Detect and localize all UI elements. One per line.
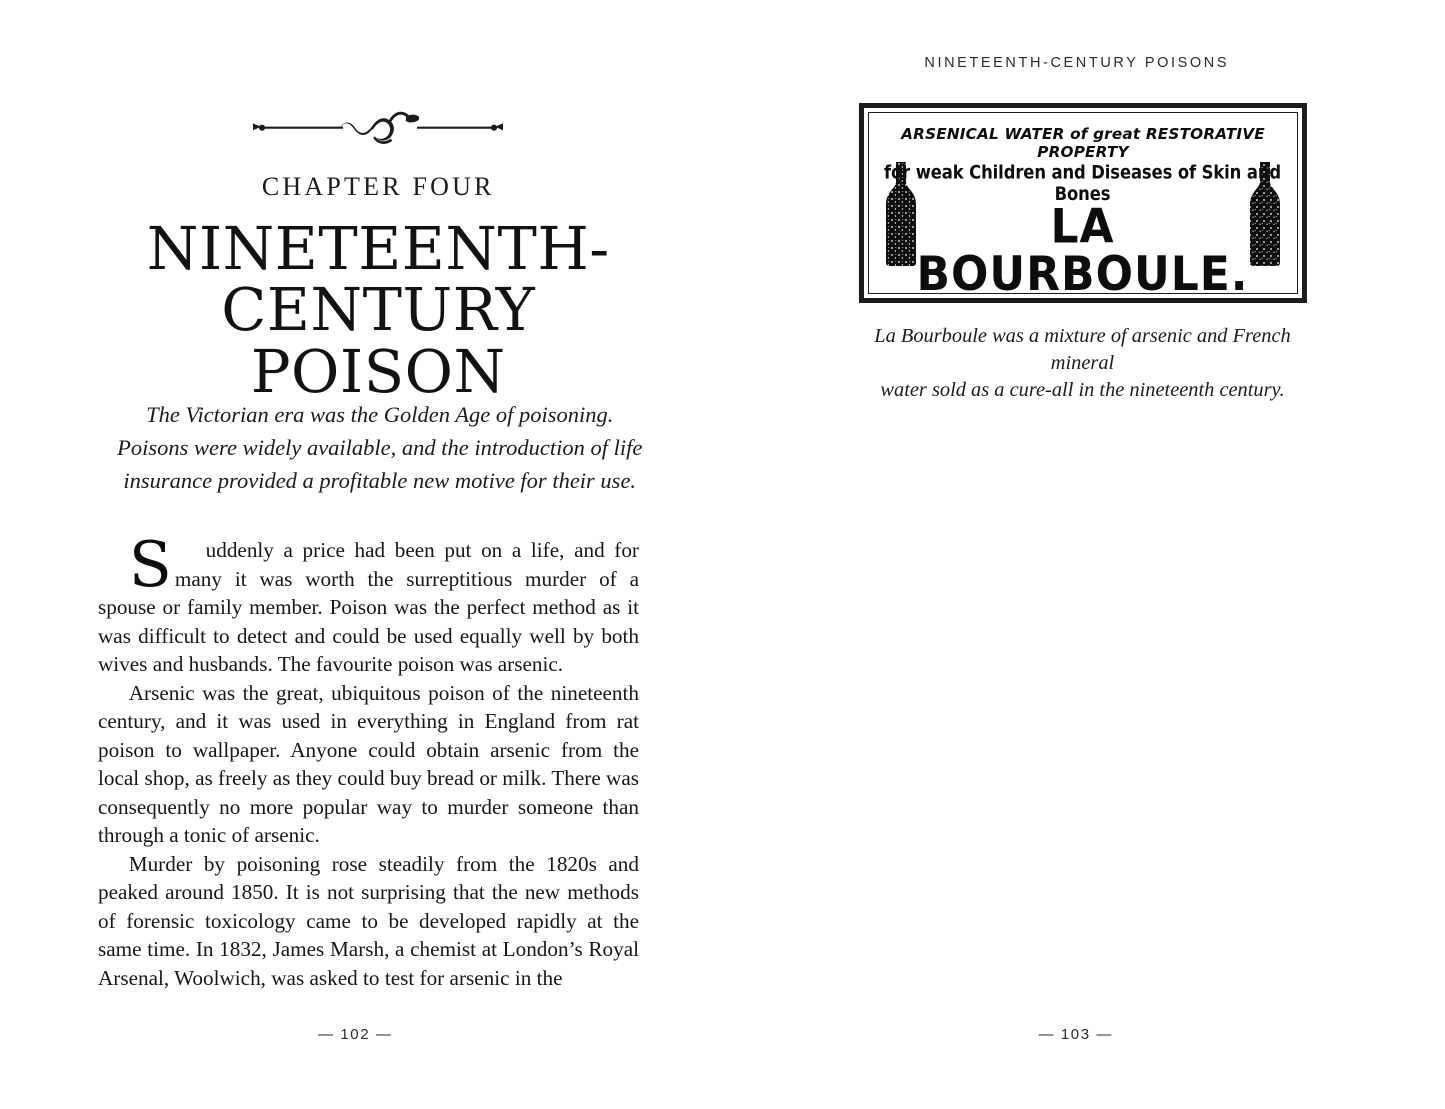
running-head: NINETEENTH-CENTURY POISONS — [924, 55, 1230, 71]
caption-line-2: water sold as a cure-all in the nineteenth century. — [880, 379, 1285, 402]
ad-headline-2: for weak Children and Diseases of Skin and Bones — [883, 161, 1282, 205]
advertisement-image — [859, 103, 1307, 303]
advertisement-inner-border — [868, 112, 1298, 294]
ad-headline-1: ARSENICAL WATER of great RESTORATIVE PROPERTY — [900, 125, 1265, 161]
chapter-opener — [96, 104, 661, 406]
chapter-title-line2: CENTURY POISON — [221, 275, 536, 406]
body-paragraph: Murder by poisoning rose steadily from the 1820s and peaked around 1850. It is not surprising that the new methods of forensic toxicology came to be developed rapidly at the same time. In 1832, James Marsh, a chemist at London’s Royal Arsenal, Woolwich, was asked to test for arsenic in the — [98, 851, 639, 990]
caption-line-1: La Bourboule was a mixture of arsenic and French mineral — [874, 325, 1291, 375]
body-paragraph-text: uddenly a price had been put on a life, and for many it was worth the surreptitious murder of a spouse or family member. Poison was the perfect method as it was difficult to detect and could be used equally well by both wives and husbands. The favourite poison was arsenic. — [98, 538, 639, 677]
chapter-title-line1: NINETEENTH- — [146, 214, 610, 283]
figure-caption — [857, 323, 1309, 404]
page-title — [96, 214, 661, 406]
body-paragraph: Arsenic was the great, ubiquitous poison of the nineteenth century, and it was used in everything in England from rat poison to wallpaper. Anyone could obtain arsenic from the local shop, as freely as they could buy bread or milk. There was consequently no more popular way to murder someone than through a tonic of arsenic. — [98, 680, 639, 848]
right-page — [723, 0, 1445, 1109]
folio-right: — 103 — — [1038, 1026, 1114, 1043]
epigraph-line-2: Poisons were widely available, and the introduction of life — [117, 435, 643, 461]
epigraph-line-1: The Victorian era was the Golden Age of poisoning. — [146, 402, 614, 427]
body-paragraph — [98, 528, 639, 679]
drop-cap: S — [128, 528, 172, 601]
advertisement-text-block — [869, 113, 1297, 293]
ad-brand-name: LA BOURBOULE. — [916, 199, 1249, 294]
advertisement-figure — [859, 103, 1307, 404]
folio-left: — 102 — — [317, 1026, 393, 1043]
snake-ornament-icon — [96, 104, 661, 148]
chapter-epigraph — [105, 398, 655, 497]
left-body-column — [98, 528, 639, 992]
epigraph-line-3: insurance provided a profitable new motive for their use. — [123, 468, 637, 494]
chapter-label: CHAPTER FOUR — [261, 172, 495, 201]
